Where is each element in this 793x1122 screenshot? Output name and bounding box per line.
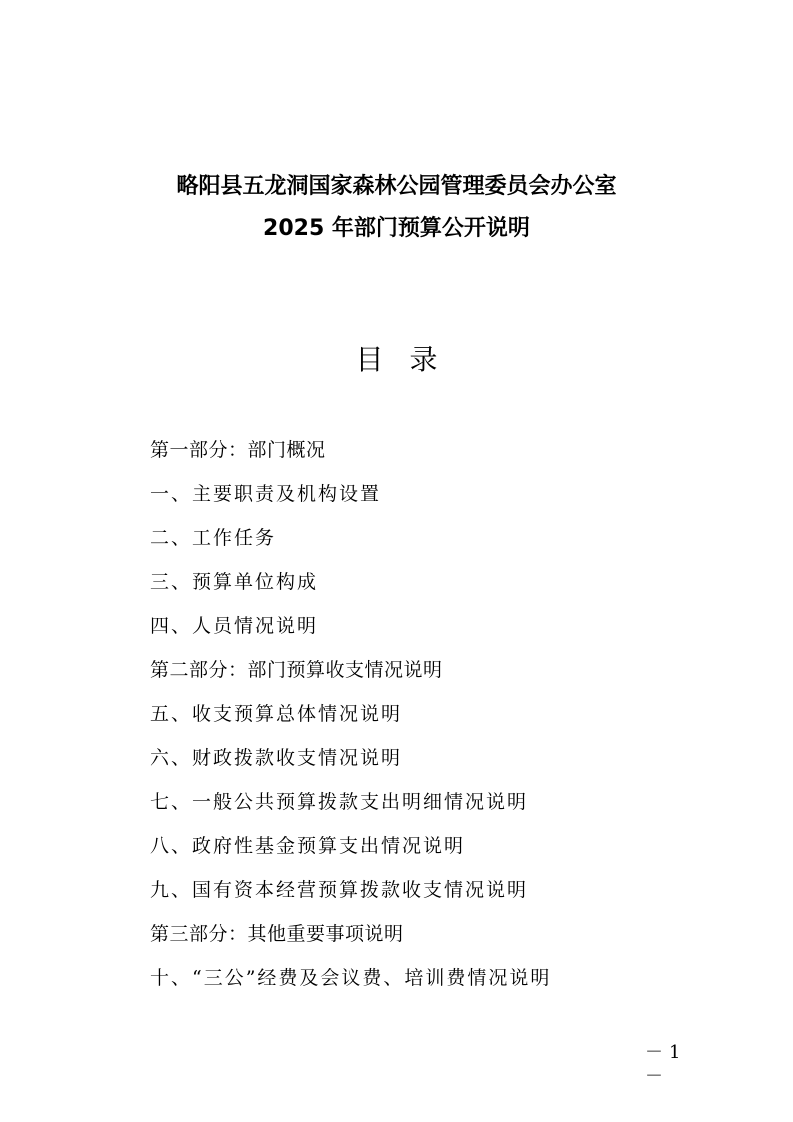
toc-part-1: 第一部分：部门概况 (150, 439, 326, 461)
toc-item-1: 一、主要职责及机构设置 (150, 483, 382, 505)
toc-item-3: 三、预算单位构成 (150, 571, 319, 593)
toc-item-7: 七、一般公共预算拨款支出明细情况说明 (150, 791, 529, 813)
toc-item-6: 六、财政拨款收支情况说明 (150, 747, 403, 769)
table-of-contents (150, 430, 710, 1002)
toc-item-8: 八、政府性基金预算支出情况说明 (150, 835, 466, 857)
toc-item-9: 九、国有资本经营预算拨款收支情况说明 (150, 879, 529, 901)
toc-heading: 目录 (355, 343, 464, 376)
toc-part-2: 第二部分：部门预算收支情况说明 (150, 659, 443, 681)
toc-part-3: 第三部分：其他重要事项说明 (150, 923, 404, 945)
page-number: －1－ (645, 1042, 687, 1087)
toc-item-4: 四、人员情况说明 (150, 615, 319, 637)
document-title-line-2: 2025 年部门预算公开说明 (263, 216, 530, 241)
toc-item-5: 五、收支预算总体情况说明 (150, 703, 403, 725)
toc-item-10: 十、“三公”经费及会议费、培训费情况说明 (150, 967, 552, 989)
document-title-line-1: 略阳县五龙洞国家森林公园管理委员会办公室 (176, 174, 617, 199)
toc-item-2: 二、工作任务 (150, 527, 277, 549)
